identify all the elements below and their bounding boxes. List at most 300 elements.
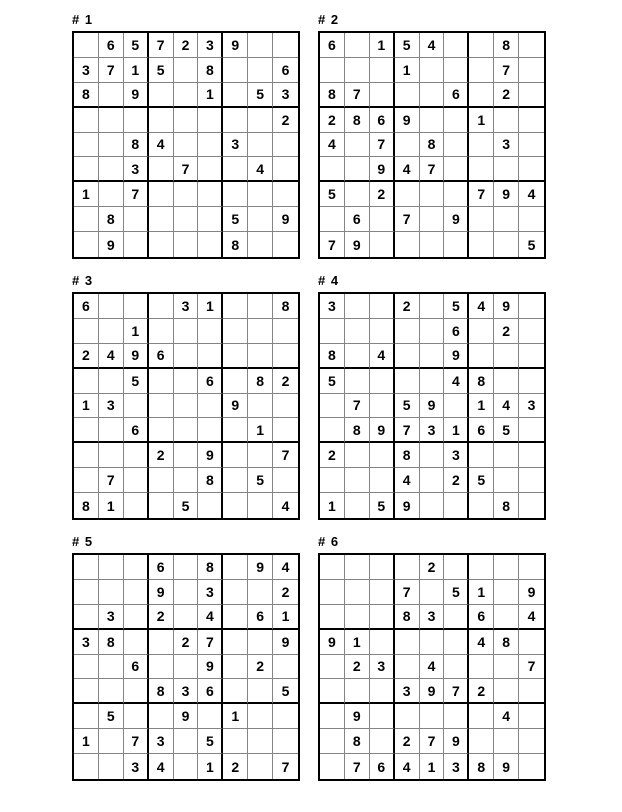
sudoku-cell (370, 443, 395, 468)
sudoku-cell (395, 319, 420, 344)
sudoku-cell (124, 394, 149, 419)
sudoku-cell (149, 319, 174, 344)
sudoku-cell (248, 394, 273, 419)
sudoku-cell (395, 83, 420, 108)
sudoku-cell (124, 468, 149, 493)
sudoku-cell (345, 580, 370, 605)
sudoku-cell: 2 (370, 182, 395, 207)
sudoku-cell: 9 (320, 630, 345, 655)
sudoku-cell (74, 679, 99, 704)
sudoku-cell (248, 207, 273, 232)
sudoku-cell (345, 344, 370, 369)
sudoku-cell (469, 729, 494, 754)
sudoku-cell: 8 (420, 133, 445, 158)
sudoku-cell (248, 580, 273, 605)
sudoku-cell: 1 (320, 493, 345, 518)
puzzle-1-title: # 1 (72, 12, 94, 27)
sudoku-cell (370, 580, 395, 605)
sudoku-cell (420, 369, 445, 394)
sudoku-cell (494, 207, 519, 232)
sudoku-cell (345, 33, 370, 58)
sudoku-cell (223, 157, 248, 182)
sudoku-cell (320, 754, 345, 779)
sudoku-cell (248, 182, 273, 207)
sudoku-cell (248, 108, 273, 133)
sudoku-cell: 7 (149, 33, 174, 58)
sudoku-cell: 9 (494, 754, 519, 779)
sudoku-cell (519, 468, 544, 493)
sudoku-cell: 3 (320, 294, 345, 319)
sudoku-cell: 4 (519, 182, 544, 207)
sudoku-cell (444, 182, 469, 207)
sudoku-cell (519, 319, 544, 344)
sudoku-cell: 7 (99, 468, 124, 493)
sudoku-cell (345, 133, 370, 158)
sudoku-cell (174, 83, 199, 108)
sudoku-cell (519, 133, 544, 158)
sudoku-cell: 4 (494, 704, 519, 729)
sudoku-cell: 2 (469, 679, 494, 704)
sudoku-cell: 7 (370, 133, 395, 158)
sudoku-cell: 7 (273, 443, 298, 468)
sudoku-cell (248, 294, 273, 319)
puzzle-6 (318, 534, 546, 781)
sudoku-cell (99, 83, 124, 108)
sudoku-cell (174, 58, 199, 83)
sudoku-cell (370, 232, 395, 257)
sudoku-cell (149, 83, 174, 108)
sudoku-cell (223, 369, 248, 394)
sudoku-cell (519, 679, 544, 704)
sudoku-cell: 2 (395, 729, 420, 754)
sudoku-cell: 9 (223, 394, 248, 419)
sudoku-cell (370, 555, 395, 580)
sudoku-cell: 5 (198, 729, 223, 754)
sudoku-cell (420, 443, 445, 468)
puzzle-1 (72, 12, 300, 259)
sudoku-cell: 1 (198, 294, 223, 319)
sudoku-cell (149, 418, 174, 443)
sudoku-cell: 7 (345, 754, 370, 779)
sudoku-cell (124, 207, 149, 232)
sudoku-cell: 4 (248, 157, 273, 182)
sudoku-cell (248, 679, 273, 704)
sudoku-cell: 8 (74, 83, 99, 108)
sudoku-cell (124, 679, 149, 704)
sudoku-cell: 8 (395, 605, 420, 630)
sudoku-cell: 4 (420, 33, 445, 58)
sudoku-cell: 1 (124, 58, 149, 83)
sudoku-cell: 6 (198, 369, 223, 394)
sudoku-cell (320, 729, 345, 754)
sudoku-cell (395, 655, 420, 680)
sudoku-cell (494, 555, 519, 580)
sudoku-cell (223, 493, 248, 518)
sudoku-cell (519, 369, 544, 394)
sudoku-cell (124, 580, 149, 605)
sudoku-cell (395, 182, 420, 207)
sudoku-cell: 5 (124, 369, 149, 394)
sudoku-cell (248, 443, 273, 468)
sudoku-cell: 4 (320, 133, 345, 158)
sudoku-cell (124, 605, 149, 630)
sudoku-cell (519, 493, 544, 518)
sudoku-cell: 3 (149, 729, 174, 754)
sudoku-cell (370, 394, 395, 419)
sudoku-cell (444, 493, 469, 518)
sudoku-cell: 6 (149, 555, 174, 580)
sudoku-cell: 2 (420, 555, 445, 580)
sudoku-cell: 5 (320, 182, 345, 207)
sudoku-cell (198, 207, 223, 232)
sudoku-cell (273, 232, 298, 257)
sudoku-cell (370, 83, 395, 108)
sudoku-cell (420, 344, 445, 369)
sudoku-cell: 4 (395, 468, 420, 493)
sudoku-cell: 8 (198, 468, 223, 493)
sudoku-cell (444, 157, 469, 182)
sudoku-cell: 7 (273, 754, 298, 779)
sudoku-cell (444, 655, 469, 680)
sudoku-cell (223, 655, 248, 680)
sudoku-cell (248, 58, 273, 83)
sudoku-cell (370, 207, 395, 232)
sudoku-grid-5 (72, 553, 300, 781)
sudoku-cell: 4 (370, 344, 395, 369)
sudoku-cell: 3 (174, 679, 199, 704)
sudoku-cell (444, 133, 469, 158)
sudoku-cell: 6 (444, 83, 469, 108)
sudoku-cell (469, 319, 494, 344)
sudoku-cell (174, 418, 199, 443)
sudoku-cell: 9 (519, 580, 544, 605)
sudoku-cell (370, 294, 395, 319)
sudoku-cell (395, 344, 420, 369)
sudoku-cell (74, 133, 99, 158)
sudoku-cell (469, 207, 494, 232)
sudoku-cell (99, 182, 124, 207)
sudoku-cell: 3 (273, 83, 298, 108)
sudoku-cell: 4 (420, 655, 445, 680)
sudoku-cell: 1 (223, 704, 248, 729)
sudoku-cell: 3 (99, 605, 124, 630)
sudoku-cell (420, 108, 445, 133)
sudoku-cell: 7 (420, 729, 445, 754)
sudoku-cell: 5 (444, 580, 469, 605)
sudoku-cell (494, 369, 519, 394)
sudoku-cell: 5 (370, 493, 395, 518)
sudoku-cell: 8 (99, 630, 124, 655)
sudoku-cell (223, 58, 248, 83)
sudoku-cell (370, 369, 395, 394)
sudoku-cell: 1 (124, 319, 149, 344)
sudoku-cell (320, 605, 345, 630)
sudoku-cell (99, 369, 124, 394)
sudoku-cell (494, 443, 519, 468)
sudoku-cell (519, 555, 544, 580)
sudoku-cell: 3 (370, 655, 395, 680)
sudoku-cell: 8 (198, 58, 223, 83)
sudoku-cell (198, 232, 223, 257)
sudoku-cell: 5 (469, 468, 494, 493)
sudoku-cell (149, 468, 174, 493)
sudoku-cell: 5 (494, 418, 519, 443)
sudoku-cell: 3 (198, 580, 223, 605)
sudoku-cell (519, 704, 544, 729)
sudoku-cell: 7 (444, 679, 469, 704)
sudoku-cell (223, 729, 248, 754)
sudoku-cell (273, 344, 298, 369)
sudoku-cell (320, 655, 345, 680)
sudoku-cell (273, 157, 298, 182)
sudoku-cell (494, 232, 519, 257)
sudoku-cell (174, 655, 199, 680)
sudoku-cell: 2 (345, 655, 370, 680)
sudoku-cell (99, 133, 124, 158)
sudoku-cell (444, 232, 469, 257)
sudoku-cell: 2 (74, 344, 99, 369)
sudoku-cell (370, 58, 395, 83)
sudoku-cell (74, 468, 99, 493)
sudoku-cell (420, 630, 445, 655)
sudoku-cell: 4 (149, 754, 174, 779)
sudoku-cell (370, 605, 395, 630)
puzzle-5 (72, 534, 300, 781)
sudoku-cell: 3 (124, 157, 149, 182)
sudoku-cell: 7 (320, 232, 345, 257)
sudoku-cell (469, 655, 494, 680)
sudoku-cell (74, 754, 99, 779)
sudoku-cell (345, 294, 370, 319)
sudoku-grid-6 (318, 553, 546, 781)
sudoku-cell: 9 (444, 729, 469, 754)
puzzle-4-title: # 4 (318, 273, 340, 288)
sudoku-cell: 1 (370, 33, 395, 58)
sudoku-cell (345, 182, 370, 207)
sudoku-cell (395, 555, 420, 580)
sudoku-cell (273, 468, 298, 493)
sudoku-cell (320, 679, 345, 704)
sudoku-cell (420, 232, 445, 257)
sudoku-cell: 6 (149, 344, 174, 369)
sudoku-cell: 3 (444, 443, 469, 468)
sudoku-cell (99, 655, 124, 680)
sudoku-cell (74, 319, 99, 344)
sudoku-cell: 2 (248, 655, 273, 680)
sudoku-cell (223, 83, 248, 108)
sudoku-cell (198, 319, 223, 344)
sudoku-cell (345, 555, 370, 580)
sudoku-cell: 2 (273, 580, 298, 605)
sudoku-cell: 5 (223, 207, 248, 232)
sudoku-cell (519, 294, 544, 319)
sudoku-cell (149, 369, 174, 394)
sudoku-cell: 2 (174, 33, 199, 58)
sudoku-cell: 8 (149, 679, 174, 704)
sudoku-cell (519, 207, 544, 232)
sudoku-cell (223, 182, 248, 207)
sudoku-cell: 6 (273, 58, 298, 83)
sudoku-cell: 2 (395, 294, 420, 319)
sudoku-cell (444, 555, 469, 580)
sudoku-cell (74, 108, 99, 133)
sudoku-cell (149, 493, 174, 518)
sudoku-cell (273, 655, 298, 680)
sudoku-cell (519, 33, 544, 58)
sudoku-cell (149, 704, 174, 729)
puzzle-6-title: # 6 (318, 534, 340, 549)
sudoku-cell: 7 (395, 418, 420, 443)
sudoku-cell (223, 679, 248, 704)
sudoku-cell: 3 (74, 58, 99, 83)
sudoku-cell (149, 207, 174, 232)
sudoku-cell (395, 232, 420, 257)
sudoku-cell (198, 418, 223, 443)
sudoku-cell (99, 555, 124, 580)
sudoku-cell (74, 605, 99, 630)
sudoku-cell: 2 (320, 443, 345, 468)
sudoku-cell (519, 754, 544, 779)
sudoku-cell (370, 679, 395, 704)
sudoku-cell: 8 (494, 630, 519, 655)
sudoku-cell (99, 319, 124, 344)
sudoku-cell (149, 655, 174, 680)
sudoku-cell (420, 294, 445, 319)
sudoku-cell (273, 33, 298, 58)
sudoku-cell: 6 (469, 605, 494, 630)
sudoku-cell: 7 (519, 655, 544, 680)
sudoku-cell (74, 443, 99, 468)
sudoku-cell (248, 33, 273, 58)
sudoku-cell: 9 (420, 394, 445, 419)
sudoku-cell (444, 33, 469, 58)
sudoku-cell (174, 232, 199, 257)
sudoku-cell: 1 (99, 493, 124, 518)
sudoku-cell (444, 630, 469, 655)
puzzle-3 (72, 273, 300, 520)
sudoku-cell (174, 319, 199, 344)
sudoku-cell (320, 555, 345, 580)
sudoku-cell (99, 108, 124, 133)
sudoku-cell (469, 33, 494, 58)
sudoku-cell (395, 630, 420, 655)
sudoku-cell (519, 108, 544, 133)
sudoku-cell (248, 704, 273, 729)
sudoku-cell: 8 (345, 729, 370, 754)
sudoku-cell (99, 157, 124, 182)
sudoku-cell: 5 (248, 468, 273, 493)
sudoku-cell (444, 394, 469, 419)
sudoku-cell (124, 232, 149, 257)
sudoku-cell (149, 294, 174, 319)
sudoku-cell (149, 157, 174, 182)
sudoku-cell: 3 (420, 605, 445, 630)
sudoku-cell: 6 (345, 207, 370, 232)
sudoku-cell (124, 704, 149, 729)
sudoku-cell: 9 (124, 344, 149, 369)
sudoku-cell (469, 344, 494, 369)
sudoku-cell (519, 344, 544, 369)
sudoku-cell (198, 182, 223, 207)
sudoku-cell: 2 (494, 319, 519, 344)
sudoku-cell (345, 443, 370, 468)
sudoku-cell (198, 394, 223, 419)
sudoku-cell: 2 (273, 369, 298, 394)
sudoku-cell (74, 157, 99, 182)
sudoku-cell (345, 58, 370, 83)
sudoku-cell (74, 207, 99, 232)
sudoku-cell (174, 605, 199, 630)
sudoku-cell: 6 (370, 108, 395, 133)
sudoku-cell (519, 729, 544, 754)
sudoku-cell (198, 108, 223, 133)
sudoku-cell (174, 580, 199, 605)
sudoku-cell: 8 (74, 493, 99, 518)
sudoku-cell (370, 729, 395, 754)
sudoku-cell (248, 754, 273, 779)
sudoku-cell (420, 468, 445, 493)
sudoku-cell: 1 (420, 754, 445, 779)
sudoku-cell (124, 555, 149, 580)
sudoku-cell: 2 (149, 443, 174, 468)
sudoku-cell (320, 580, 345, 605)
sudoku-cell (74, 418, 99, 443)
sudoku-cell: 1 (198, 754, 223, 779)
sudoku-cell: 5 (519, 232, 544, 257)
sudoku-cell: 7 (174, 157, 199, 182)
sudoku-grid-3 (72, 292, 300, 520)
sudoku-cell (444, 704, 469, 729)
sudoku-cell: 9 (99, 232, 124, 257)
sudoku-cell: 1 (444, 418, 469, 443)
sudoku-cell (320, 704, 345, 729)
sudoku-cell (174, 394, 199, 419)
sudoku-cell (345, 369, 370, 394)
sudoku-cell: 4 (395, 754, 420, 779)
sudoku-cell: 3 (519, 394, 544, 419)
sudoku-cell (519, 157, 544, 182)
sudoku-cell: 3 (174, 294, 199, 319)
sudoku-cell (494, 580, 519, 605)
sudoku-cell (74, 369, 99, 394)
sudoku-cell: 4 (444, 369, 469, 394)
sudoku-cell (99, 294, 124, 319)
sudoku-cell: 9 (273, 207, 298, 232)
sudoku-cell: 3 (74, 630, 99, 655)
sudoku-cell (273, 319, 298, 344)
sudoku-cell: 6 (248, 605, 273, 630)
sudoku-cell (174, 443, 199, 468)
sudoku-grid-4 (318, 292, 546, 520)
sudoku-cell (198, 704, 223, 729)
sudoku-cell: 9 (174, 704, 199, 729)
sudoku-cell (519, 418, 544, 443)
sudoku-cell: 9 (494, 294, 519, 319)
sudoku-cell: 2 (320, 108, 345, 133)
sudoku-cell: 3 (494, 133, 519, 158)
sudoku-cell (420, 319, 445, 344)
sudoku-cell (320, 394, 345, 419)
sudoku-cell: 1 (345, 630, 370, 655)
sudoku-cell: 1 (469, 580, 494, 605)
sudoku-cell (248, 319, 273, 344)
sudoku-cell (248, 232, 273, 257)
sudoku-cell: 5 (395, 33, 420, 58)
sudoku-cell (99, 679, 124, 704)
sudoku-cell (223, 443, 248, 468)
sudoku-cell (248, 133, 273, 158)
sudoku-cell (74, 232, 99, 257)
